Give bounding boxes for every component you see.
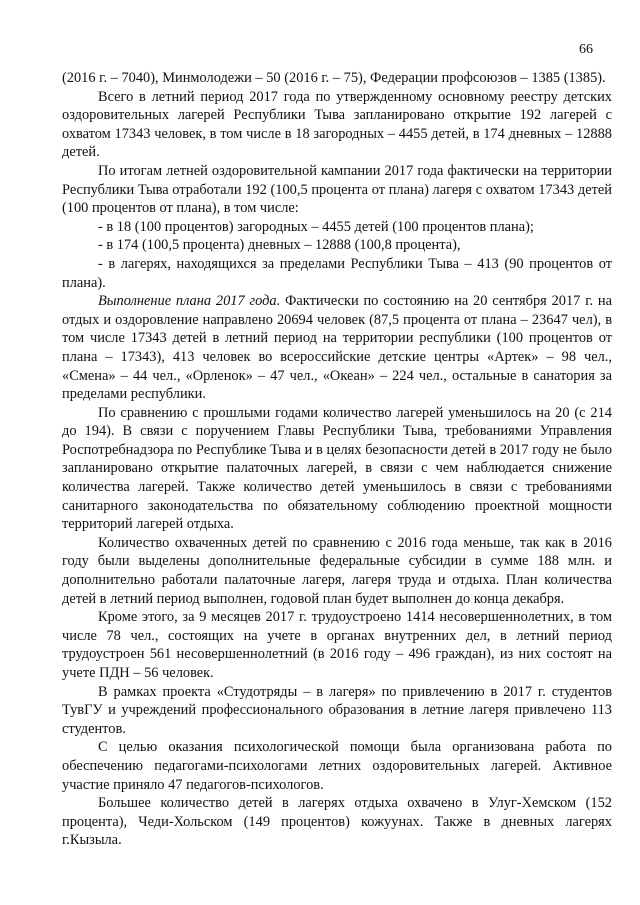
paragraph-campaign-results: По итогам летней оздоровительной кампании 2017 года фактически на территории Республики Тыва отработали 192 (100,5 процента от плана) лагеря с охватом 17343 детей (100 процентов от плана), в том числе:	[62, 162, 612, 217]
paragraph-regional-coverage: Большее количество детей в лагерях отдыха охвачено в Улуг-Хемском (152 процента), Чеди-Хольском (149 процентов) кожуунах. Также в дневных лагерях г.Кызыла.	[62, 795, 612, 849]
paragraph-plan-execution	[62, 292, 612, 404]
list-item: - в 18 (100 процентов) загородных – 4455 детей (100 процентов плана);	[98, 218, 534, 235]
list-item: - в 174 (100,5 процента) дневных – 12888 (100,8 процента),	[98, 237, 461, 254]
plan-execution-heading: Выполнение плана 2017 года.	[98, 293, 281, 310]
page-number: 66	[579, 42, 593, 57]
list-item: - в лагерях, находящихся за пределами Республики Тыва – 413 (90 процентов от плана).	[62, 255, 612, 291]
paragraph-children-coverage: Количество охваченных детей по сравнению с 2016 года меньше, так как в 2016 году были выделены дополнительные федеральные субсидии в сумме 188 млн. и дополнительно работали палаточные лагеря, лагеря труда и отдыха. План количества детей в летний период выполнен, годовой план будет выполнен до конца декабря.	[62, 534, 612, 607]
paragraph-employment: Кроме этого, за 9 месяцев 2017 г. трудоустроено 1414 несовершеннолетних, в том числе 78 чел., состоящих на учете в органах внутренних дел, в летний период трудоустроен 561 несовершеннолетний (в 2016 году – 496 граждан), из них состоят на учете ПДН – 56 человек.	[62, 609, 612, 681]
plan-execution-text: Фактически по состоянию на 20 сентября 2017 г. на отдых и оздоровление направлено 20694 человек (87,5 процента от плана – 23647 чел), в том числе 17343 детей в летний период на территории республики (100 процентов от плана – 17343), 413 человек во всероссийские детские центры «Артек» – 98 чел., «Смена» – 44 чел., «Орленок» – 47 чел., «Океан» – 224 чел., остальные в санатория за пределами республики.	[62, 293, 612, 403]
paragraph-planned-camps: Всего в летний период 2017 года по утвержденному основному реестру детских оздоровительных лагерей Республики Тыва запланировано открытие 192 лагерей с охватом 17343 человек, в том числе в 18 загородных – 4455 детей, в 174 дневных – 12888 детей.	[62, 88, 612, 161]
document-body	[62, 69, 612, 850]
paragraph-continuation: (2016 г. – 7040), Минмолодежи – 50 (2016 г. – 75), Федерации профсоюзов – 1385 (1385).	[62, 70, 606, 86]
paragraph-student-teams: В рамках проекта «Студотряды – в лагеря» по привлечению в 2017 г. студентов ТувГУ и учреждений профессионального образования в летние лагеря привлечено 113 студентов.	[62, 683, 612, 737]
paragraph-camp-decrease: По сравнению с прошлыми годами количество лагерей уменьшилось на 20 (с 214 до 194). В связи с поручением Главы Республики Тыва, требованиями Управления Роспотребнадзора по Республике Тыва и в целях безопасности детей в 2017 году не было запланировано открытие палаточных лагерей, в связи с чем наблюдается снижение количества лагерей. Также количество детей уменьшилось в связи с требованиями санитарного законодательства по обязательному соблюдению проектной мощности территорий лагерей отдыха.	[62, 404, 612, 533]
paragraph-psychologists: С целью оказания психологической помощи была организована работа по обеспечению педагогами-психологами летних оздоровительных лагерей. Активное участие приняло 47 педагогов-психологов.	[62, 739, 612, 793]
